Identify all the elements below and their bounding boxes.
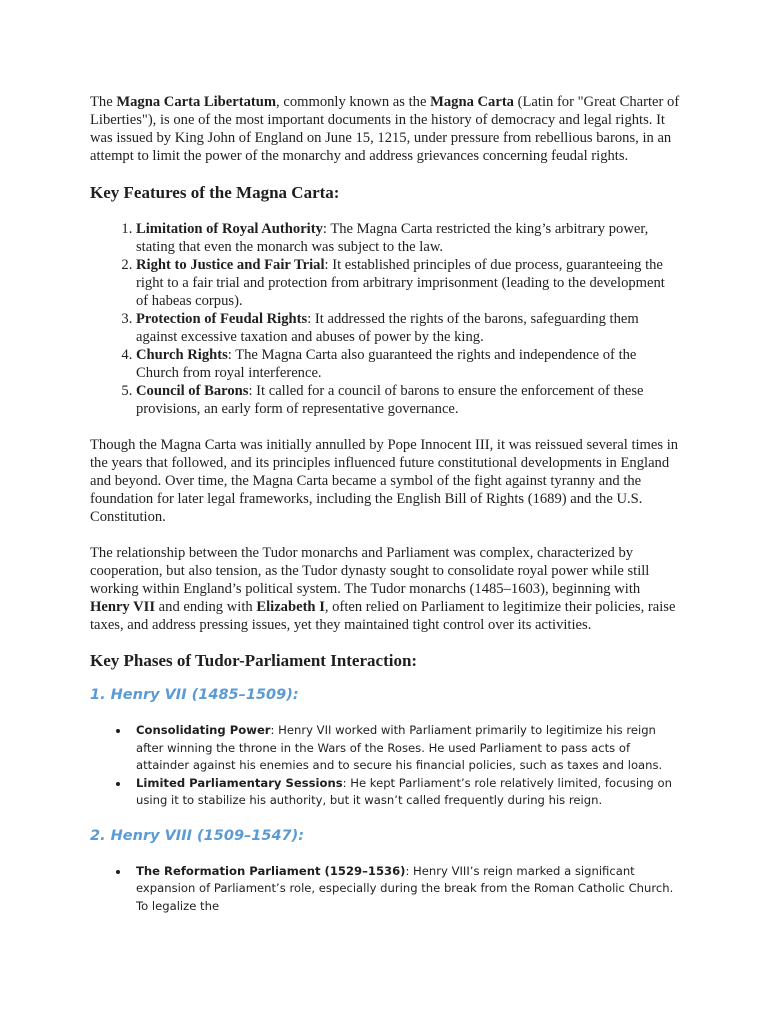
list-item	[136, 722, 680, 775]
intro-text-2: , commonly known as the	[276, 94, 431, 110]
intro-text-3: (Latin for "Great Charter of Liberties"), is one of the most important documents in the history of democracy and legal rights. It was issued by King John of England on June 15, 1215, under pressure from rebellious barons, in an attempt to limit the power of the monarchy and address grievances concerning feudal rights.	[90, 94, 680, 164]
tudor-bold-2: Elizabeth I	[256, 599, 325, 615]
list-item-text: : He kept Parliament’s role relatively limited, focusing on using it to stabilize his authority, but it wasn’t called frequently during his reign.	[136, 775, 672, 807]
key-features-list	[90, 220, 680, 418]
intro-bold-2: Magna Carta	[430, 94, 514, 110]
list-item-text: : The Magna Carta restricted the king’s arbitrary power, stating that even the monarch was subject to the law.	[136, 221, 649, 255]
list-item-text: : The Magna Carta also guaranteed the rights and independence of the Church from royal interference.	[136, 347, 637, 381]
tudor-bold-1: Henry VII	[90, 599, 156, 615]
list-item	[136, 775, 680, 810]
phases-heading: Key Phases of Tudor-Parliament Interaction:	[90, 651, 418, 670]
list-item-title: Protection of Feudal Rights	[136, 311, 308, 327]
henry7-list	[90, 722, 680, 810]
list-item-title: The Reformation Parliament (1529–1536)	[136, 863, 406, 878]
tudor-paragraph	[90, 544, 680, 634]
list-item-text: : It established principles of due process, guaranteeing the right to a fair trial and protection from arbitrary imprisonment (leading to the development of habeas corpus).	[136, 257, 665, 309]
list-item-title: Consolidating Power	[136, 723, 271, 737]
list-item-text: : Henry VII worked with Parliament primarily to legitimize his reign after winning the throne in the Wars of the Roses. He used Parliament to pass acts of attainder against his enemies and to secure his financial policies, such as taxes and loans.	[136, 723, 663, 772]
henry7-heading: 1. Henry VII (1485–1509):	[90, 687, 299, 703]
list-item-text: : Henry VIII’s reign marked a significant expansion of Parliament’s role, especially during the break from the Roman Catholic Church. To legalize the	[136, 863, 674, 913]
list-item	[136, 382, 680, 418]
document-page	[90, 90, 680, 915]
list-item	[136, 346, 680, 382]
list-item-title: Church Rights	[136, 347, 228, 363]
list-item	[136, 256, 680, 310]
legacy-paragraph: Though the Magna Carta was initially annulled by Pope Innocent III, it was reissued several times in the years that followed, and its principles influenced future constitutional developments in England and beyond. Over time, the Magna Carta became a symbol of the fight against tyranny and the foundation for later legal frameworks, including the English Bill of Rights (1689) and the U.S. Constitution.	[90, 437, 679, 525]
list-item	[136, 863, 680, 916]
intro-paragraph	[90, 93, 680, 165]
henry8-heading: 2. Henry VIII (1509–1547):	[90, 827, 305, 844]
intro-text-1: The	[90, 94, 117, 110]
list-item-title: Right to Justice and Fair Trial	[136, 257, 325, 273]
intro-bold-1: Magna Carta Libertatum	[116, 94, 277, 110]
list-item	[136, 220, 680, 256]
tudor-text-1: The relationship between the Tudor monarchs and Parliament was complex, characterized by cooperation, but also tension, as the Tudor dynasty sought to consolidate royal power while still working within England’s political system. The Tudor monarchs (1485–1603), beginning with	[90, 545, 650, 597]
key-features-heading: Key Features of the Magna Carta:	[90, 183, 340, 202]
tudor-text-3: , often relied on Parliament to legitimize their policies, raise taxes, and address pressing issues, yet they maintained tight control over its activities.	[90, 599, 676, 633]
tudor-text-2: and ending with	[155, 599, 257, 615]
list-item-title: Limited Parliamentary Sessions	[136, 775, 343, 790]
henry8-list	[90, 863, 680, 916]
list-item-text: : It called for a council of barons to ensure the enforcement of these provisions, an early form of representative governance.	[136, 383, 644, 417]
list-item-title: Limitation of Royal Authority	[136, 221, 323, 237]
list-item-title: Council of Barons	[136, 383, 249, 399]
list-item-text: : It addressed the rights of the barons, safeguarding them against excessive taxation and abuses of power by the king.	[136, 311, 639, 345]
list-item	[136, 310, 680, 346]
